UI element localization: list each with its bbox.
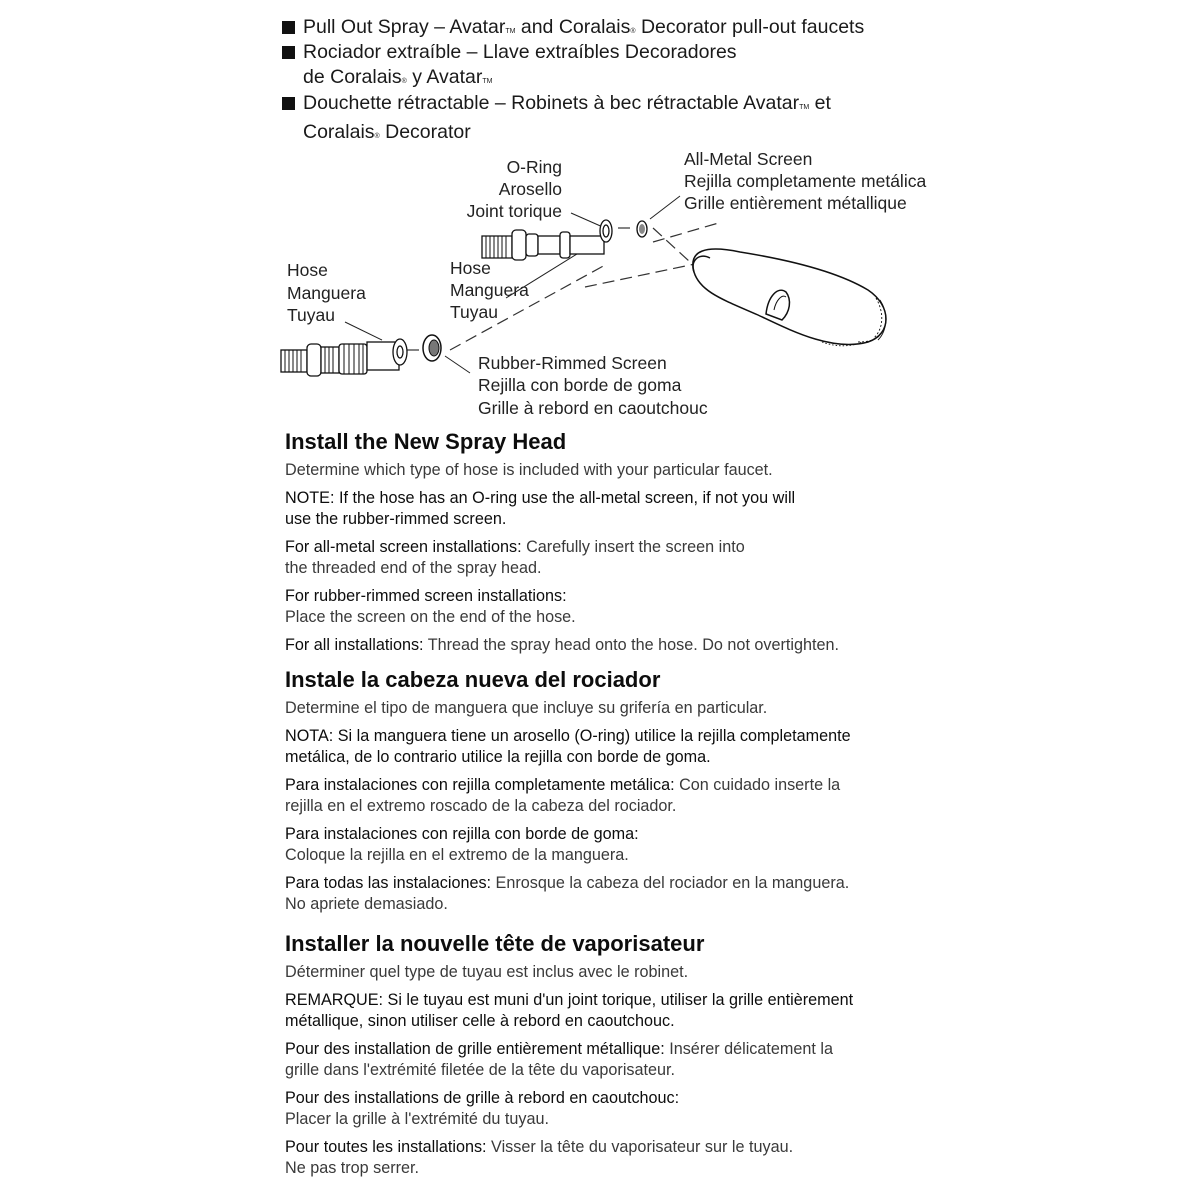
rubber-screen-instructions: Para instalaciones con rejilla con borde de goma: Coloque la rejilla en el extremo de la manguera.: [285, 825, 639, 864]
intro-text: Determine el tipo de manguera que incluye su grifería en particular.: [285, 699, 768, 717]
svg-text:Hose: Hose: [450, 258, 491, 278]
rubber-rimmed-screen-label: [478, 353, 708, 418]
note-text: REMARQUE: Si le tuyau est muni d'un joint torique, utiliser la grille entièrement métallique, sinon utiliser celle à rebord en caoutchouc.: [285, 991, 854, 1030]
all-installations-instructions: For all installations: Thread the spray head onto the hose. Do not overtighten.: [285, 636, 840, 654]
hose-icon: [281, 339, 407, 376]
bullet-text: Douchette rétractable – Robinets à bec rétractable AvatarTM et: [303, 92, 831, 114]
svg-text:Arosello: Arosello: [498, 179, 562, 199]
svg-text:Rejilla con borde de goma: Rejilla con borde de goma: [478, 375, 682, 395]
section-english: [285, 428, 1165, 656]
note-text: NOTA: Si la manguera tiene un arosello (O-ring) utilice la rejilla completamente metálica, de lo contrario utilice la rejilla con borde de goma.: [285, 727, 851, 766]
spray-head-exploded-diagram: [0, 0, 1200, 430]
rubber-screen-instructions: For rubber-rimmed screen installations: Place the screen on the end of the hose.: [285, 587, 576, 626]
metal-screen-instructions: Pour des installation de grille entièrement métallique: Insérer délicatement la grille dans l'extrémité filetée de la tête du vaporisateur.: [285, 1040, 833, 1079]
svg-text:Hose: Hose: [287, 260, 328, 280]
svg-text:Manguera: Manguera: [450, 280, 529, 300]
bullet-text: Pull Out Spray – AvatarTM and Coralais® Decorator pull-out faucets: [303, 16, 865, 38]
oring-label: [467, 157, 562, 221]
all-metal-screen-icon: [637, 221, 647, 237]
svg-text:Grille entièrement métallique: Grille entièrement métallique: [684, 193, 907, 213]
spray-head-icon: [693, 249, 886, 346]
rubber-screen-instructions: Pour des installations de grille à rebord en caoutchouc: Placer la grille à l'extrémité du tuyau.: [285, 1089, 680, 1128]
svg-text:O-Ring: O-Ring: [506, 157, 562, 177]
svg-text:Tuyau: Tuyau: [450, 302, 498, 322]
bullet-text: Rociador extraíble – Llave extraíbles Decoradores: [303, 41, 737, 63]
metal-screen-instructions: Para instalaciones con rejilla completamente metálica: Con cuidado inserte la rejilla en el extremo roscado de la cabeza del rociador.: [285, 776, 841, 815]
hose-right-label: [450, 258, 529, 322]
svg-text:Rejilla completamente metálica: Rejilla completamente metálica: [684, 171, 927, 191]
section-title: Install the New Spray Head: [285, 429, 567, 454]
note-text: NOTE: If the hose has an O-ring use the all-metal screen, if not you will use the rubber-rimmed screen.: [285, 489, 796, 528]
section-title: Installer la nouvelle tête de vaporisateur: [285, 931, 705, 956]
intro-text: Determine which type of hose is included with your particular faucet.: [285, 461, 773, 479]
metal-screen-instructions: For all-metal screen installations: Carefully insert the screen into the threaded end of the spray head.: [285, 538, 745, 577]
all-installations-instructions: Pour toutes les installations: Visser la tête du vaporisateur sur le tuyau. Ne pas trop serrer.: [285, 1138, 794, 1177]
section-spanish: [285, 666, 1165, 915]
rubber-rimmed-screen-icon: [423, 335, 441, 361]
svg-text:Tuyau: Tuyau: [287, 305, 335, 325]
svg-text:All-Metal Screen: All-Metal Screen: [684, 149, 813, 169]
hose-left-label: [287, 260, 366, 325]
all-installations-instructions: Para todas las instalaciones: Enrosque la cabeza del rociador en la manguera. No apriete demasiado.: [285, 874, 850, 913]
all-metal-screen-label: [684, 149, 926, 213]
bullet-text-line2: Coralais® Decorator: [303, 121, 471, 143]
svg-text:Grille à rebord en caoutchouc: Grille à rebord en caoutchouc: [478, 398, 708, 418]
svg-text:Rubber-Rimmed Screen: Rubber-Rimmed Screen: [478, 353, 667, 373]
section-french: [285, 930, 1165, 1179]
bullet-text-line2: de Coralais® y AvatarTM: [303, 66, 493, 88]
intro-text: Déterminer quel type de tuyau est inclus avec le robinet.: [285, 963, 689, 981]
hose-with-oring-icon: [482, 220, 612, 260]
svg-text:Manguera: Manguera: [287, 283, 366, 303]
svg-text:Joint torique: Joint torique: [466, 201, 562, 221]
section-title: Instale la cabeza nueva del rociador: [285, 667, 661, 692]
